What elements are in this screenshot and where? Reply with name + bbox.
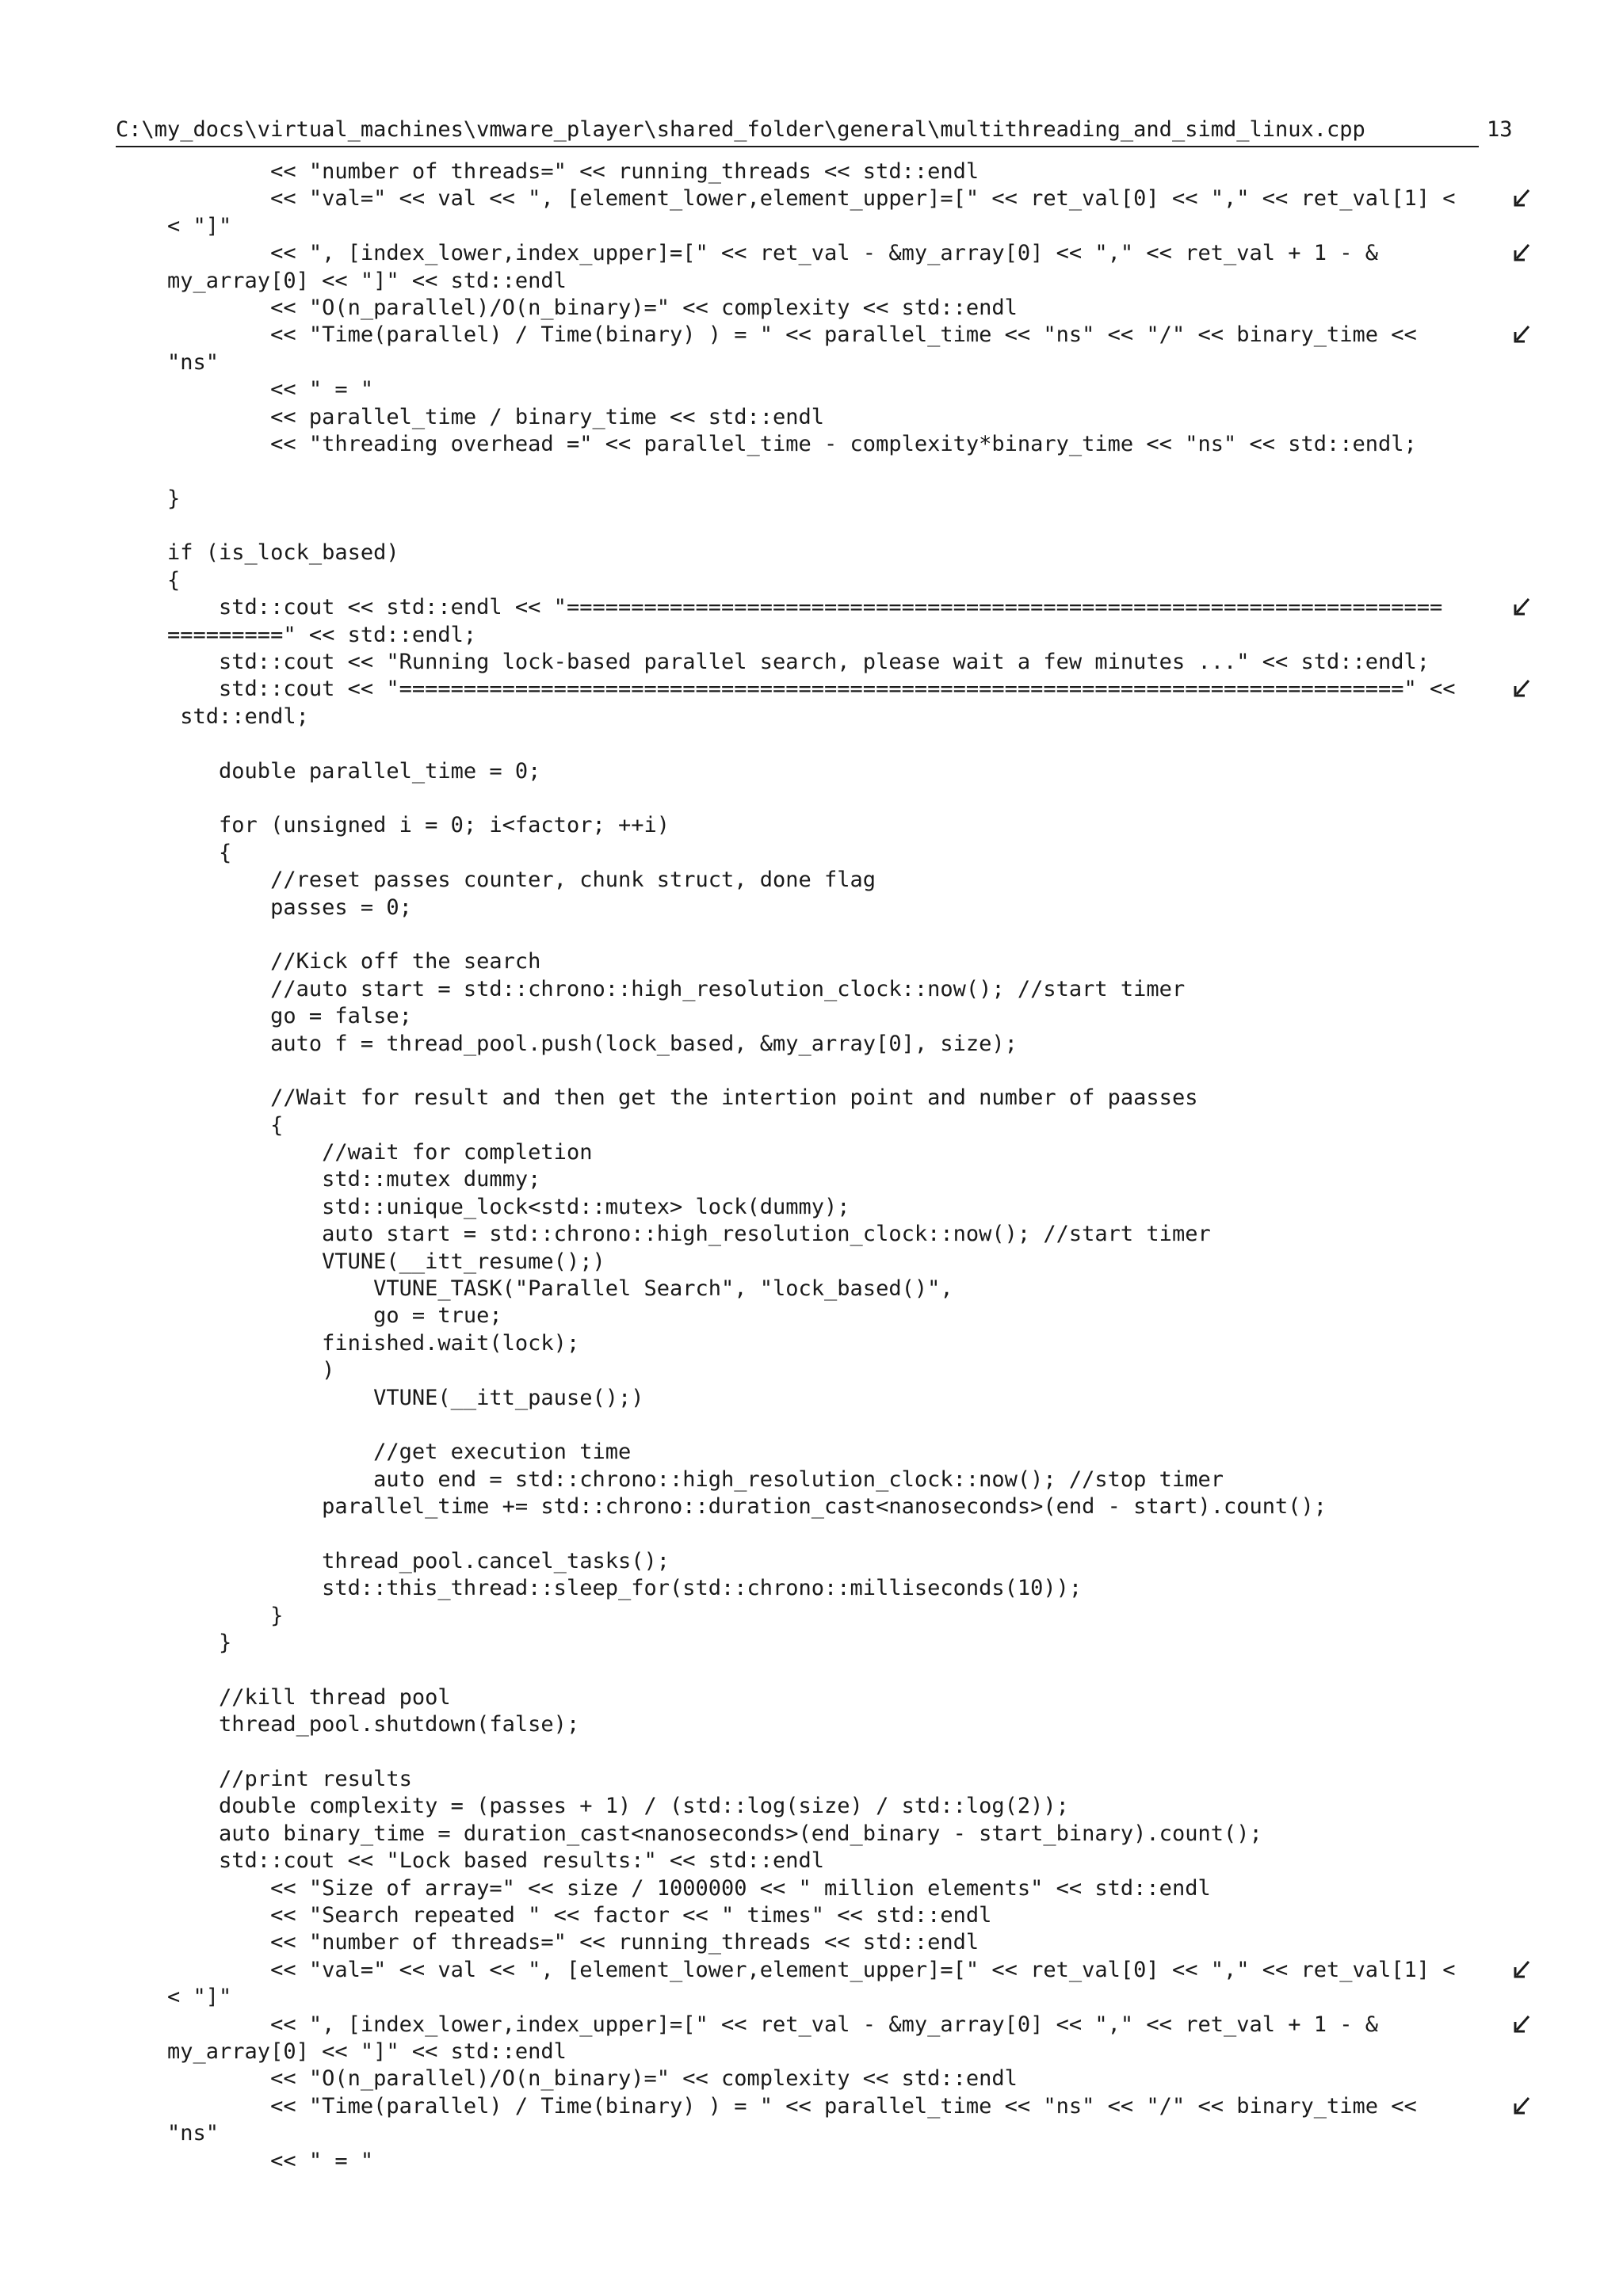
code-line xyxy=(116,785,1534,812)
code-line-text: my_array[0] << "]" << std::endl xyxy=(116,268,567,293)
code-line xyxy=(116,404,1534,431)
code-line-text: //get execution time xyxy=(116,1440,632,1465)
code-line xyxy=(116,1112,1534,1139)
wrap-arrow-icon xyxy=(1512,676,1536,703)
code-line xyxy=(116,2148,1534,2175)
code-line xyxy=(116,1984,1534,2011)
code-line-text: << "O(n_parallel)/O(n_binary)=" << complexity << std::endl xyxy=(116,2066,1018,2092)
code-line xyxy=(116,1521,1534,1548)
code-line xyxy=(116,730,1534,757)
code-line xyxy=(116,513,1534,540)
code-line-text: } xyxy=(116,1630,232,1656)
code-line xyxy=(116,1058,1534,1085)
code-line-text: << "threading overhead =" << parallel_time - complexity*binary_time << "ns" << std::endl; xyxy=(116,431,1417,456)
code-line xyxy=(116,1031,1534,1058)
code-line-text: "ns" xyxy=(116,349,220,375)
code-line xyxy=(116,1085,1534,1112)
code-line-text: VTUNE_TASK("Parallel Search", "lock_based()", xyxy=(116,1276,953,1302)
code-line xyxy=(116,1194,1534,1221)
code-line-text: passes = 0; xyxy=(116,894,412,920)
code-line-text: { xyxy=(116,1112,284,1138)
code-line-text: thread_pool.cancel_tasks(); xyxy=(116,1548,670,1573)
code-line-text: < "]" xyxy=(116,1985,232,2010)
code-line-text: //wait for completion xyxy=(116,1140,593,1165)
code-line-text: << "O(n_parallel)/O(n_binary)=" << complexity << std::endl xyxy=(116,295,1018,320)
code-line-text: "ns" xyxy=(116,2121,220,2146)
code-line xyxy=(116,1385,1534,1412)
wrap-arrow-icon xyxy=(1512,594,1536,621)
code-line xyxy=(116,1875,1534,1902)
code-line xyxy=(116,1603,1534,1630)
code-line xyxy=(116,213,1534,240)
code-line xyxy=(116,1139,1534,1166)
code-line-text: std::cout << "Lock based results:" << std::endl xyxy=(116,1848,825,1874)
code-line xyxy=(116,295,1534,322)
code-line xyxy=(116,431,1534,458)
code-line-text: ) xyxy=(116,1358,335,1383)
code-line-text: finished.wait(lock); xyxy=(116,1330,580,1356)
code-line xyxy=(116,268,1534,295)
code-line-text: for (unsigned i = 0; i<factor; ++i) xyxy=(116,813,670,838)
code-line xyxy=(116,1412,1534,1439)
code-line-text: << "Time(parallel) / Time(binary) ) = " << parallel_time << "ns" << "/" << binary_time << xyxy=(116,322,1417,348)
code-line-text: << "number of threads=" << running_threads << std::endl xyxy=(116,159,980,184)
code-line-text: VTUNE(__itt_pause();) xyxy=(116,1385,644,1410)
code-line-text: << ", [index_lower,index_upper]=[" << ret_val - &my_array[0] << "," << ret_val + 1 - & xyxy=(116,2012,1379,2037)
code-line xyxy=(116,1302,1534,1329)
wrap-arrow-icon xyxy=(1512,2093,1536,2120)
code-line-text: if (is_lock_based) xyxy=(116,540,399,566)
code-line-text: auto f = thread_pool.push(lock_based, &my_array[0], size); xyxy=(116,1031,1018,1056)
code-line-text: { xyxy=(116,567,181,593)
code-line xyxy=(116,867,1534,894)
code-line-text: auto end = std::chrono::high_resolution_clock::now(); //stop timer xyxy=(116,1466,1224,1492)
code-line xyxy=(116,185,1534,212)
code-line xyxy=(116,622,1534,649)
code-line xyxy=(116,1793,1534,1820)
code-line xyxy=(116,567,1534,594)
page-header xyxy=(116,114,1520,146)
code-line xyxy=(116,1548,1534,1575)
code-line-text: auto binary_time = duration_cast<nanoseconds>(end_binary - start_binary).count(); xyxy=(116,1821,1262,1846)
code-line-text: go = true; xyxy=(116,1303,502,1329)
code-line xyxy=(116,594,1534,621)
code-line-text: << " = " xyxy=(116,2148,374,2173)
code-line-text: << parallel_time / binary_time << std::endl xyxy=(116,404,825,429)
code-line xyxy=(116,376,1534,403)
code-line-text: std::cout << std::endl << "==================================================================== xyxy=(116,595,1443,620)
code-line-text: std::cout << "==============================================================================" << xyxy=(116,677,1456,702)
code-line xyxy=(116,976,1534,1003)
wrap-arrow-icon xyxy=(1512,1957,1536,1984)
code-line-text: my_array[0] << "]" << std::endl xyxy=(116,2039,567,2064)
code-line-text: << "val=" << val << ", [element_lower,element_upper]=[" << ret_val[0] << "," << ret_val[1] < xyxy=(116,186,1456,212)
code-line xyxy=(116,349,1534,376)
code-line xyxy=(116,1902,1534,1929)
code-line-text: std::mutex dummy; xyxy=(116,1167,541,1192)
code-line xyxy=(116,1357,1534,1384)
code-line-text: auto start = std::chrono::high_resolution_clock::now(); //start timer xyxy=(116,1222,1211,1247)
code-line xyxy=(116,2039,1534,2065)
code-line-text: << "Time(parallel) / Time(binary) ) = " << parallel_time << "ns" << "/" << binary_time << xyxy=(116,2093,1417,2119)
code-line xyxy=(116,1711,1534,1738)
code-line xyxy=(116,1739,1534,1766)
code-line xyxy=(116,540,1534,566)
code-line-text: std::endl; xyxy=(116,704,309,729)
code-line xyxy=(116,894,1534,921)
code-line xyxy=(116,1929,1534,1956)
code-line xyxy=(116,1166,1534,1193)
code-line-text: //reset passes counter, chunk struct, done flag xyxy=(116,868,876,893)
code-line-text: VTUNE(__itt_resume();) xyxy=(116,1249,605,1274)
code-line xyxy=(116,812,1534,839)
code-line-text: } xyxy=(116,1603,284,1628)
code-line xyxy=(116,758,1534,785)
code-line xyxy=(116,1766,1534,1793)
code-line-text: << "number of threads=" << running_threads << std::endl xyxy=(116,1930,980,1955)
code-line xyxy=(116,1466,1534,1493)
code-line xyxy=(116,704,1534,730)
code-line-text: double complexity = (passes + 1) / (std::log(size) / std::log(2)); xyxy=(116,1794,1069,1819)
code-line-text: { xyxy=(116,840,232,865)
code-line-text: //print results xyxy=(116,1767,412,1792)
code-line xyxy=(116,2093,1534,2120)
code-line-text: << ", [index_lower,index_upper]=[" << ret_val - &my_array[0] << "," << ret_val + 1 - & xyxy=(116,241,1379,266)
code-line xyxy=(116,1276,1534,1302)
code-listing xyxy=(116,158,1534,2175)
code-line-text: //kill thread pool xyxy=(116,1684,451,1710)
wrap-arrow-icon xyxy=(1512,240,1536,267)
code-line xyxy=(116,1575,1534,1602)
file-path: C:\my_docs\virtual_machines\vmware_player\shared_folder\general\multithreading_and_simd_linux.cpp xyxy=(116,114,1479,147)
code-line-text: parallel_time += std::chrono::duration_cast<nanoseconds>(end - start).count(); xyxy=(116,1494,1327,1520)
code-line xyxy=(116,322,1534,349)
code-line-text: < "]" xyxy=(116,213,232,238)
code-line xyxy=(116,1493,1534,1520)
code-line-text: //Wait for result and then get the intertion point and number of paasses xyxy=(116,1085,1198,1111)
code-line-text: std::unique_lock<std::mutex> lock(dummy); xyxy=(116,1194,850,1219)
code-line xyxy=(116,948,1534,975)
code-line-text: //auto start = std::chrono::high_resolution_clock::now(); //start timer xyxy=(116,976,1186,1001)
code-line-text: std::cout << "Running lock-based parallel search, please wait a few minutes ..." << std::endl; xyxy=(116,650,1430,675)
code-line xyxy=(116,1003,1534,1030)
code-line xyxy=(116,649,1534,676)
code-line-text: std::this_thread::sleep_for(std::chrono::milliseconds(10)); xyxy=(116,1576,1083,1601)
code-line xyxy=(116,1957,1534,1984)
code-line xyxy=(116,1848,1534,1875)
code-line xyxy=(116,921,1534,948)
code-line-text: //Kick off the search xyxy=(116,949,541,974)
code-line xyxy=(116,1439,1534,1466)
code-line xyxy=(116,676,1534,703)
code-line xyxy=(116,840,1534,867)
wrap-arrow-icon xyxy=(1512,322,1536,349)
code-line xyxy=(116,2012,1534,2039)
code-line xyxy=(116,158,1534,185)
code-line xyxy=(116,458,1534,485)
code-line xyxy=(116,2120,1534,2147)
page-number: 13 xyxy=(1487,117,1513,142)
code-line-text: =========" << std::endl; xyxy=(116,622,477,647)
code-line-text: } xyxy=(116,486,181,511)
code-line-text: << "val=" << val << ", [element_lower,element_upper]=[" << ret_val[0] << "," << ret_val[1] < xyxy=(116,1957,1456,1982)
code-line-text: << "Size of array=" << size / 1000000 << " million elements" << std::endl xyxy=(116,1875,1211,1901)
code-line xyxy=(116,1330,1534,1357)
code-line-text: << "Search repeated " << factor << " times" << std::endl xyxy=(116,1903,992,1928)
wrap-arrow-icon xyxy=(1512,185,1536,212)
code-line xyxy=(116,240,1534,267)
code-line xyxy=(116,1249,1534,1276)
code-line xyxy=(116,1684,1534,1711)
code-line-text: double parallel_time = 0; xyxy=(116,758,541,784)
code-line-text: << " = " xyxy=(116,377,374,402)
code-line xyxy=(116,1630,1534,1657)
code-line xyxy=(116,2065,1534,2092)
code-line xyxy=(116,1821,1534,1848)
wrap-arrow-icon xyxy=(1512,2012,1536,2039)
code-line xyxy=(116,1657,1534,1684)
code-line xyxy=(116,1221,1534,1248)
code-line xyxy=(116,486,1534,513)
code-line-text: go = false; xyxy=(116,1004,412,1029)
code-line-text: thread_pool.shutdown(false); xyxy=(116,1712,580,1737)
